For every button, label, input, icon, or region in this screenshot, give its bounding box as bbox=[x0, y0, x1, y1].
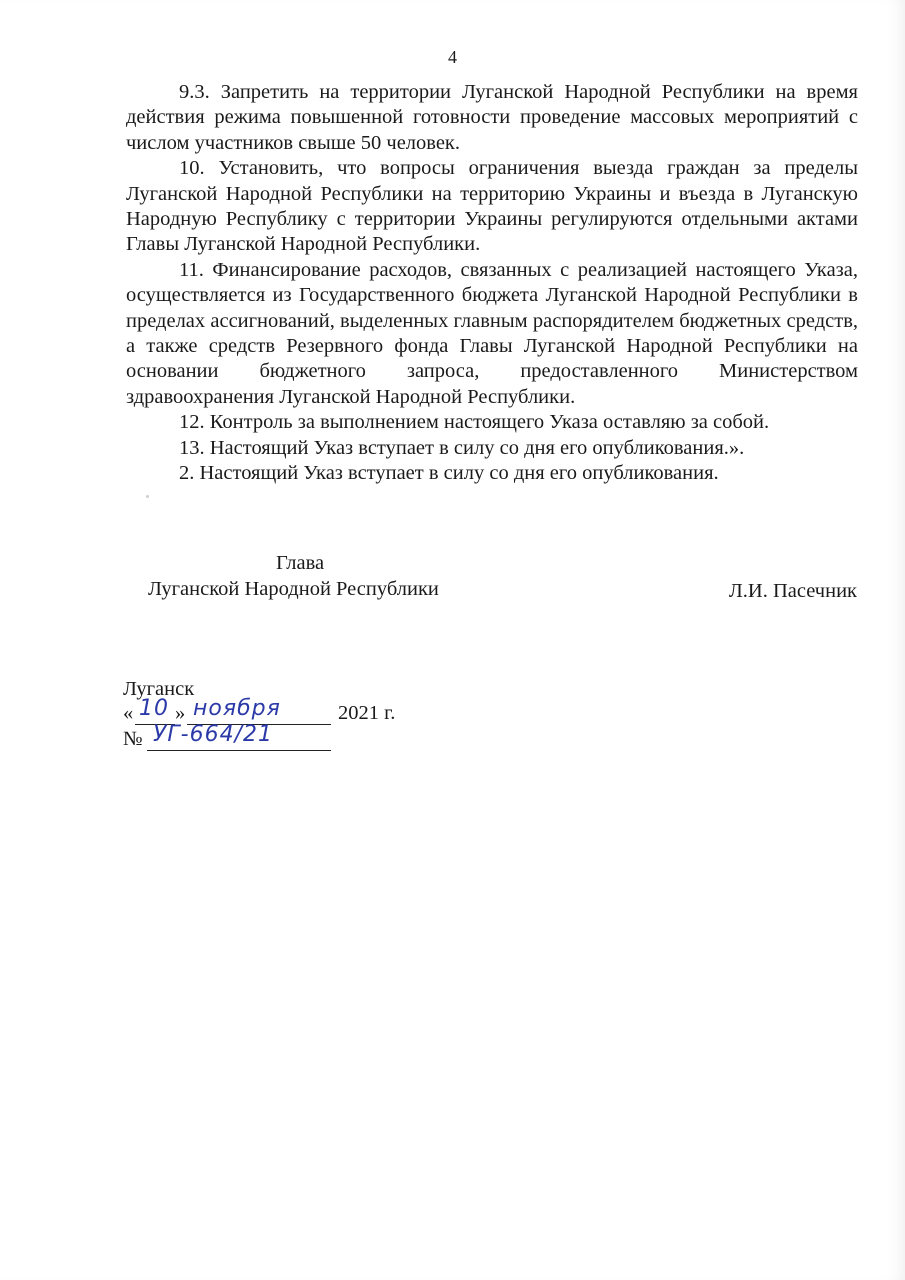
day-handwritten: 10 bbox=[139, 696, 169, 721]
paragraph-9-3: 9.3. Запретить на территории Луганской Народной Республики на время действия режима повышенной готовности проведение массовых мероприятий с числом участников свыше 50 человек. bbox=[126, 81, 858, 154]
number-handwritten: УГ-664/21 bbox=[153, 722, 273, 747]
page-number: 4 bbox=[448, 47, 457, 67]
paragraph-2: 2. Настоящий Указ вступает в силу со дня его опубликования. bbox=[179, 462, 719, 485]
date-open-quote: « bbox=[123, 702, 134, 724]
signatory-name: Л.И. Пасечник bbox=[728, 580, 857, 602]
scan-speck bbox=[146, 495, 149, 498]
paragraph-10: 10. Установить, что вопросы ограничения выезда граждан за пределы Луганской Народной Республики на территорию Украины и въезда в Луганскую Народную Республику с территории Украины регулируются отдельными актами Главы Луганской Народной Республики. bbox=[126, 157, 858, 256]
month-handwritten: ноября bbox=[193, 696, 281, 721]
decree-body bbox=[126, 80, 858, 487]
place-of-issue: Луганск bbox=[123, 678, 195, 700]
number-sign: № bbox=[123, 728, 143, 750]
paragraph-13: 13. Настоящий Указ вступает в силу со дня его опубликования.». bbox=[179, 436, 745, 459]
number-line bbox=[123, 722, 423, 756]
date-close-quote: » bbox=[175, 702, 186, 724]
date-year: 2021 г. bbox=[338, 702, 396, 724]
paragraph-12: 12. Контроль за выполнением настоящего Указа оставляю за собой. bbox=[179, 411, 770, 434]
signature-title: Глава bbox=[276, 552, 325, 574]
signature-organization: Луганской Народной Республики bbox=[148, 578, 439, 600]
paragraph-11: 11. Финансирование расходов, связанных с реализацией настоящего Указа, осуществляется из Государственного бюджета Луганской Народной Республики в пределах ассигнований, выделенных главным распорядителем бюджетных средств, а также средств Резервного фонда Главы Луганской Народной Республики на основании бюджетного запроса, предоставленного Министерством здравоохранения Луганской Народной Республики. bbox=[126, 258, 858, 408]
